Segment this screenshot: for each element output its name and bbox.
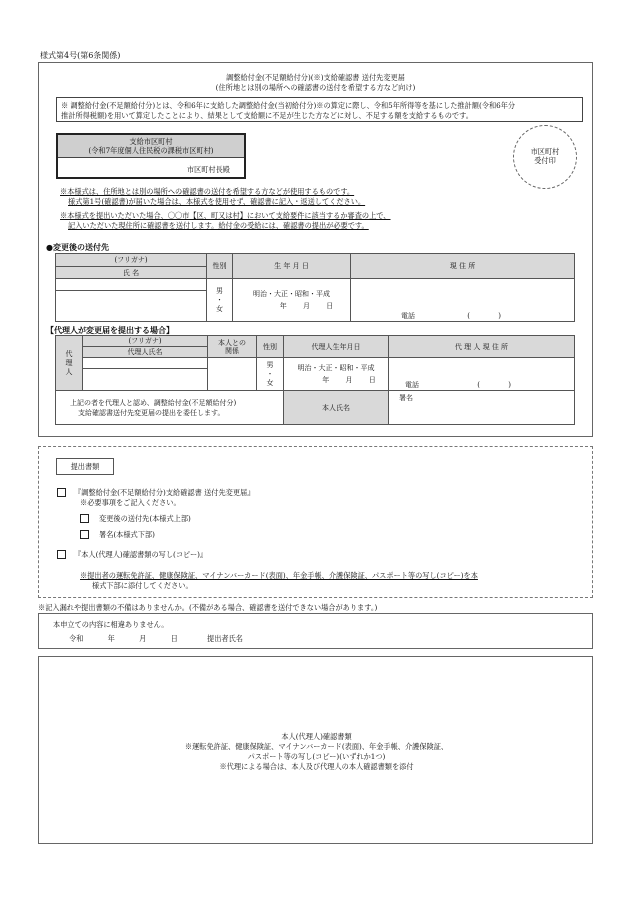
dest-address-label: 現 住 所 <box>351 254 575 279</box>
agent-phone-label: 電話 <box>405 381 419 389</box>
delegation-line-1: 上記の者を代理人と認め、調整給付金(不足額給付分) <box>70 398 237 407</box>
warning-text: ※記入漏れや提出書類の不備はありませんか。(不備がある場合、確認書を送付できない場合があります。) <box>38 603 378 612</box>
dest-ymd: 年 月 日 <box>279 302 334 311</box>
notice-line-4: 記入いただいた現住所に確認書を送付します。給付金の受給には、確認書の提出が必要です。 <box>68 221 369 230</box>
form-subtitle: (住所地とは別の場所への確認書の送付を希望する方など向け) <box>215 83 416 92</box>
delegation-line-2: 支給確認書送付先変更届の提出を委任します。 <box>78 408 225 417</box>
mayor-label: 市区町村長殿 <box>186 165 230 174</box>
delegation-cell <box>56 391 284 425</box>
municipality-sub: (令和7年度個人住民税の課税市区町村) <box>88 146 214 155</box>
agent-sex-field[interactable] <box>257 358 284 391</box>
agent-furigana-field[interactable] <box>83 358 208 369</box>
agent-heading: 【代理人が変更届を提出する場合】 <box>46 325 174 335</box>
agent-address-label: 代 理 人 現 住 所 <box>389 336 575 358</box>
dest-sex-field[interactable] <box>207 279 233 322</box>
doc-item-2-note-2: 様式下部に添付してください。 <box>92 581 193 590</box>
notice-line-2: 様式第1号(確認書)が届いた場合は、本様式を使用せず、確認書に記入・返送してください。 <box>68 197 366 206</box>
checkbox-id-copy[interactable] <box>57 550 66 559</box>
agent-table <box>55 335 575 425</box>
dest-table <box>55 253 575 322</box>
agent-dot: ・ <box>266 369 274 378</box>
agent-relation-label <box>208 336 257 358</box>
attach-line-2: ※運転免許証、健康保険証、マイナンバーカード(表面)、年金手帳、介護保険証、 <box>184 742 449 751</box>
doc-item-2-note-1: ※提出者の運転免許証、健康保険証、マイナンバーカード(表面)、年金手帳、介護保険証、パスポート等の写し(コピー)を本 <box>80 571 478 580</box>
form-title: 調整給付金(不足額給付分)(※)支給確認書 送付先変更届 <box>226 73 405 82</box>
note-line-2: 推計所得税額)を用いて算定したことにより、結果として支給額に不足が生じた方などに対し、不足する額を支給するものです。 <box>61 111 473 120</box>
agent-relation-1: 本人との <box>218 338 246 347</box>
dest-male: 男 <box>216 286 223 295</box>
documents-heading: 提出書類 <box>70 462 100 471</box>
id-attachment-area[interactable] <box>38 656 593 844</box>
agent-ymd: 年 月 日 <box>322 376 376 384</box>
agent-sex-label: 性別 <box>257 336 284 358</box>
dest-name-label: 氏 名 <box>56 266 207 279</box>
dest-dot: ・ <box>216 295 223 304</box>
signature-field[interactable] <box>389 391 575 425</box>
doc-item-2: 『本人(代理人)確認書類の写し(コピー)』 <box>74 550 208 559</box>
agent-furigana-label: (フリガナ) <box>83 336 208 347</box>
reception-stamp-circle <box>513 125 577 189</box>
agent-male: 男 <box>266 360 274 369</box>
stamp-line-2: 受付印 <box>534 156 556 165</box>
agent-side-label: 代理人 <box>56 336 83 391</box>
attach-line-3: パスポート等の写し(コピー)(いずれか1つ) <box>247 752 386 761</box>
checkbox-confirmation-form[interactable] <box>57 488 66 497</box>
principal-name-label: 本人氏名 <box>284 391 389 425</box>
municipality-name: 支給市区町村 <box>129 137 173 146</box>
agent-address-field[interactable] <box>389 358 575 391</box>
agent-dob-field[interactable] <box>284 358 389 391</box>
dest-heading: ●変更後の送付先 <box>46 242 109 252</box>
notice-line-3: ※本様式を提出いただいた場合、〇〇市【区、町又は村】において支給要件に該当するか審査の上で、 <box>60 211 391 220</box>
agent-relation-2: 関係 <box>225 346 239 355</box>
dest-furigana-field[interactable] <box>56 279 207 291</box>
declaration-text: 本申立ての内容に相違ありません。 <box>53 620 169 629</box>
note-line-1: ※ 調整給付金(不足額給付分)とは、令和6年に支給した調整給付金(当初給付分)※の算定に際し、令和5年所得等を基にした推計額(令和6年分 <box>61 101 516 110</box>
dest-furigana-label: (フリガナ) <box>56 254 207 267</box>
agent-dob-label: 代理人生年月日 <box>284 336 389 358</box>
notice-line-1: ※本様式は、住所地とは別の場所への確認書の送付を希望する方などが使用するものです。 <box>60 187 355 196</box>
dest-name-field[interactable] <box>56 290 207 321</box>
agent-relation-field[interactable] <box>208 358 257 391</box>
doc-sub-1: 変更後の送付先(本様式上部) <box>99 514 191 523</box>
declaration-date[interactable]: 令和 年 月 日 <box>69 634 178 643</box>
declaration-box <box>38 613 593 649</box>
note-box <box>56 97 583 122</box>
municipality-box <box>56 133 246 179</box>
attach-line-1: 本人(代理人)確認書類 <box>281 732 352 741</box>
agent-name-label: 代理人氏名 <box>83 347 208 358</box>
agent-eras: 明治・大正・昭和・平成 <box>297 364 375 372</box>
doc-item-1: 『調整給付金(不足額給付分)支給確認書 送付先変更届』 <box>74 488 255 497</box>
form-number: 様式第4号(第6条関係) <box>40 51 121 60</box>
documents-heading-box <box>56 458 114 475</box>
attach-line-4: ※代理による場合は、本人及び代理人の本人確認書類を添付 <box>219 762 414 771</box>
dest-dob-field[interactable] <box>233 279 351 322</box>
dest-eras: 明治・大正・昭和・平成 <box>253 290 330 299</box>
dest-address-field[interactable] <box>351 279 575 322</box>
agent-phone-paren: ( ) <box>477 381 511 389</box>
submitter-name-label: 提出者氏名 <box>207 634 243 643</box>
stamp-line-1: 市区町村 <box>530 147 560 156</box>
signature-label: 署名 <box>399 394 413 402</box>
doc-sub-2: 署名(本様式下部) <box>99 530 155 539</box>
municipality-header <box>58 135 244 158</box>
dest-female: 女 <box>216 304 223 313</box>
dest-phone-paren: ( ) <box>467 312 501 320</box>
agent-female: 女 <box>266 378 274 387</box>
dest-dob-label: 生 年 月 日 <box>233 254 351 279</box>
agent-name-field[interactable] <box>83 369 208 391</box>
checkbox-destination[interactable] <box>80 514 89 523</box>
dest-phone-label: 電話 <box>401 312 415 320</box>
checkbox-signature[interactable] <box>80 530 89 539</box>
doc-item-1-note: ※必要事項をご記入ください。 <box>80 498 181 507</box>
dest-sex-label: 性別 <box>207 254 233 279</box>
